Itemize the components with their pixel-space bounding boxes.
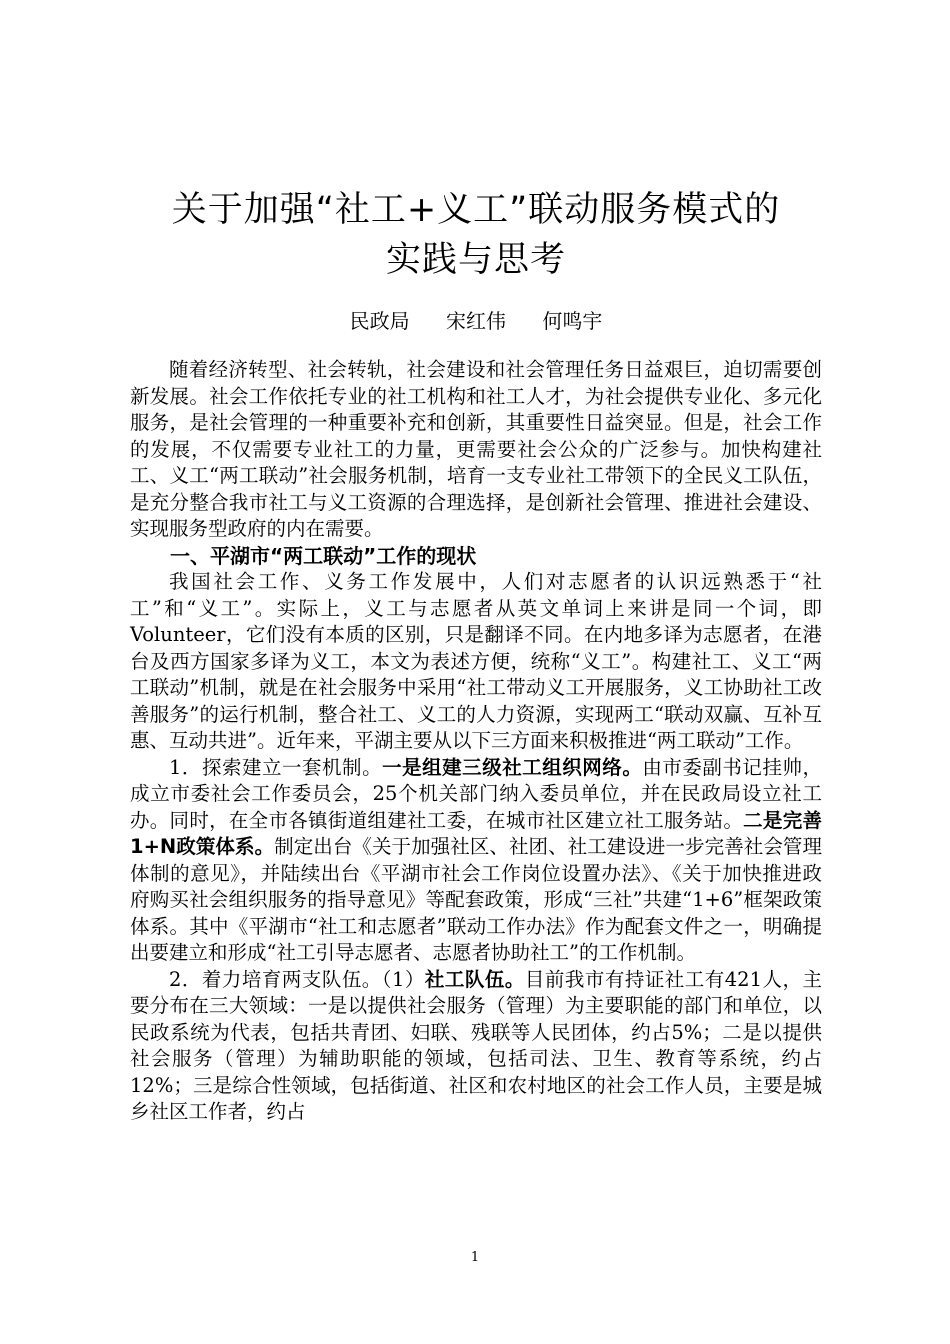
paragraph-2-bold-2: 二是完善1+N政策体系。 bbox=[130, 808, 822, 858]
intro-paragraph: 随着经济转型、社会转轨，社会建设和社会管理任务日益艰巨，迫切需要创新发展。社会工作依托专业的社工机构和社工人才，为社会提供专业化、多元化服务，是社会管理的一种重要补充和创新，其重要性日益突显。但是，社会工作的发展，不仅需要专业社工的力量，更需要社会公众的广泛参与。加快构建社工、义工“两工联动”社会服务机制，培育一支专业社工带领下的全民义工队伍，是充分整合我市社工与义工资源的合理选择，是创新社会管理、推进社会建设、实现服务型政府的内在需要。 bbox=[130, 358, 822, 540]
paragraph-1: 我国社会工作、义务工作发展中，人们对志愿者的认识远熟悉于“社工”和“义工”。实际上，义工与志愿者从英文单词上来讲是同一个词，即Volunteer，它们没有本质的区别，只是翻译不同。在内地多译为志愿者，在港台及西方国家多译为义工，本文为表述方便，统称“义工”。构建社工、义工“两工联动”机制，就是在社会服务中采用“社工带动义工开展服务，义工协助社工改善服务”的运行机制，整合社工、义工的人力资源，实现两工“联动双赢、互补互惠、互动共进”。近年来，平湖主要从以下三方面来积极推进“两工联动”工作。 bbox=[130, 570, 822, 752]
paragraph-2-text-1: 由市委副书记挂帅，成立市委社会工作委员会，25个机关部门纳入委员单位，并在民政局设立社工办。同时，在全市各镇街道组建社工委，在城市社区建立社工服务站。 bbox=[130, 755, 822, 832]
paragraph-2-bold-1: 一是组建三级社工组织网络。 bbox=[382, 755, 643, 779]
title-line-1: 关于加强“社工+义工”联动服务模式的 bbox=[171, 190, 781, 230]
paragraph-3 bbox=[130, 967, 822, 1126]
paragraph-2-text-2: 制定出台《关于加强社区、社团、社工建设进一步完善社会管理体制的意见》，并陆续出台《平湖市社会工作岗位设置办法》、《关于加快推进政府购买社会组织服务的指导意见》等配套政策，形成“三社”共建“1+6”框架政策体系。其中《平湖市“社工和志愿者”联动工作办法》作为配套文件之一，明确提出要建立和形成“社工引导志愿者、志愿者协助社工”的工作机制。 bbox=[130, 835, 822, 964]
title-line-2: 实践与思考 bbox=[385, 240, 566, 280]
page-number: 1 bbox=[470, 1250, 480, 1265]
paragraph-3-bold: 社工队伍。 bbox=[424, 967, 525, 991]
author-org: 民政局 bbox=[349, 309, 410, 333]
paragraph-2 bbox=[130, 755, 822, 967]
paragraph-3-lead: 2．着力培育两支队伍。（1） bbox=[169, 967, 425, 991]
author-name-1: 宋红伟 bbox=[446, 309, 506, 333]
author-name-2: 何鸣宇 bbox=[542, 309, 603, 333]
document-body bbox=[130, 357, 822, 1126]
document-title bbox=[130, 185, 822, 285]
author-line bbox=[130, 307, 822, 335]
paragraph-3-text: 目前我市有持证社工有421人，主要分布在三大领域：一是以提供社会服务（管理）为主要职能的部门和单位，以民政系统为代表，包括共青团、妇联、残联等人民团体，约占5%；二是以提供社会服务（管理）为辅助职能的领域，包括司法、卫生、教育等系统，约占12%；三是综合性领域，包括街道、社区和农村地区的社会工作人员，主要是城乡社区工作者，约占 bbox=[130, 967, 822, 1123]
paragraph-2-lead: 1．探索建立一套机制。 bbox=[169, 755, 383, 779]
section-heading-1: 一、平湖市“两工联动”工作的现状 bbox=[170, 543, 477, 568]
